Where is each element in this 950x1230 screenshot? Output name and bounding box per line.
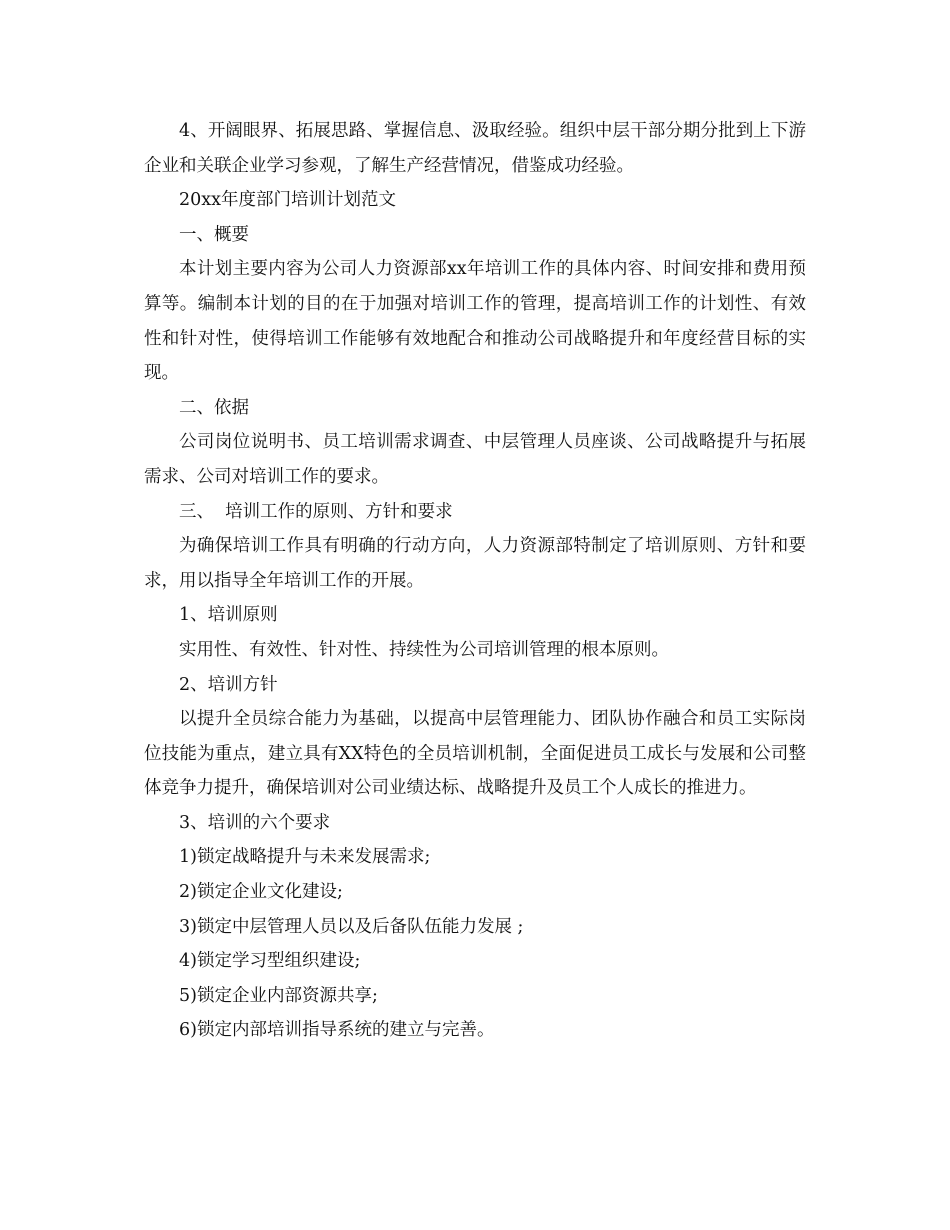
paragraph-principles: 为确保培训工作具有明确的行动方向，人力资源部特制定了培训原则、方针和要求，用以指导全年培训工作的开展。 bbox=[144, 536, 806, 591]
paragraph-1: 4、开阔眼界、拓展思路、掌握信息、汲取经验。组织中层干部分期分批到上下游企业和关联企业学习参观，了解生产经营情况，借鉴成功经验。 bbox=[144, 121, 806, 176]
paragraph-training-policy: 以提升全员综合能力为基础，以提高中层管理能力、团队协作融合和员工实际岗位技能为重点，建立具有XX特色的全员培训机制，全面促进员工成长与发展和公司整体竞争力提升，确保培训对公司业绩达标、战略提升及员工个人成长的推进力。 bbox=[144, 709, 806, 799]
heading-overview: 一、概要 bbox=[179, 224, 249, 245]
paragraph-basis: 公司岗位说明书、员工培训需求调查、中层管理人员座谈、公司战略提升与拓展需求、公司对培训工作的要求。 bbox=[144, 432, 806, 487]
heading-training-principle: 1、培训原则 bbox=[179, 605, 278, 626]
heading-basis: 二、依据 bbox=[179, 397, 249, 418]
list-item-5: 5)锁定企业内部资源共享; bbox=[179, 985, 378, 1006]
list-item-4: 4)锁定学习型组织建设; bbox=[179, 951, 361, 972]
document-body bbox=[144, 114, 806, 1048]
list-item-1: 1)锁定战略提升与未来发展需求; bbox=[179, 847, 431, 868]
paragraph-training-principle: 实用性、有效性、针对性、持续性为公司培训管理的根本原则。 bbox=[179, 639, 669, 660]
section-title: 20xx年度部门培训计划范文 bbox=[179, 190, 397, 211]
heading-training-policy: 2、培训方针 bbox=[179, 674, 278, 695]
heading-six-requirements: 3、培训的六个要求 bbox=[179, 812, 331, 833]
list-item-3: 3)锁定中层管理人员以及后备队伍能力发展 ; bbox=[179, 916, 524, 937]
paragraph-overview: 本计划主要内容为公司人力资源部xx年培训工作的具体内容、时间安排和费用预算等。编制本计划的目的在于加强对培训工作的管理，提高培训工作的计划性、有效性和针对性，使得培训工作能够有效地配合和推动公司战略提升和年度经营目标的实现。 bbox=[144, 259, 806, 384]
list-item-2: 2)锁定企业文化建设; bbox=[179, 882, 343, 903]
heading-principles: 三、 培训工作的原则、方针和要求 bbox=[179, 501, 453, 522]
list-item-6: 6)锁定内部培训指导系统的建立与完善。 bbox=[179, 1020, 495, 1041]
